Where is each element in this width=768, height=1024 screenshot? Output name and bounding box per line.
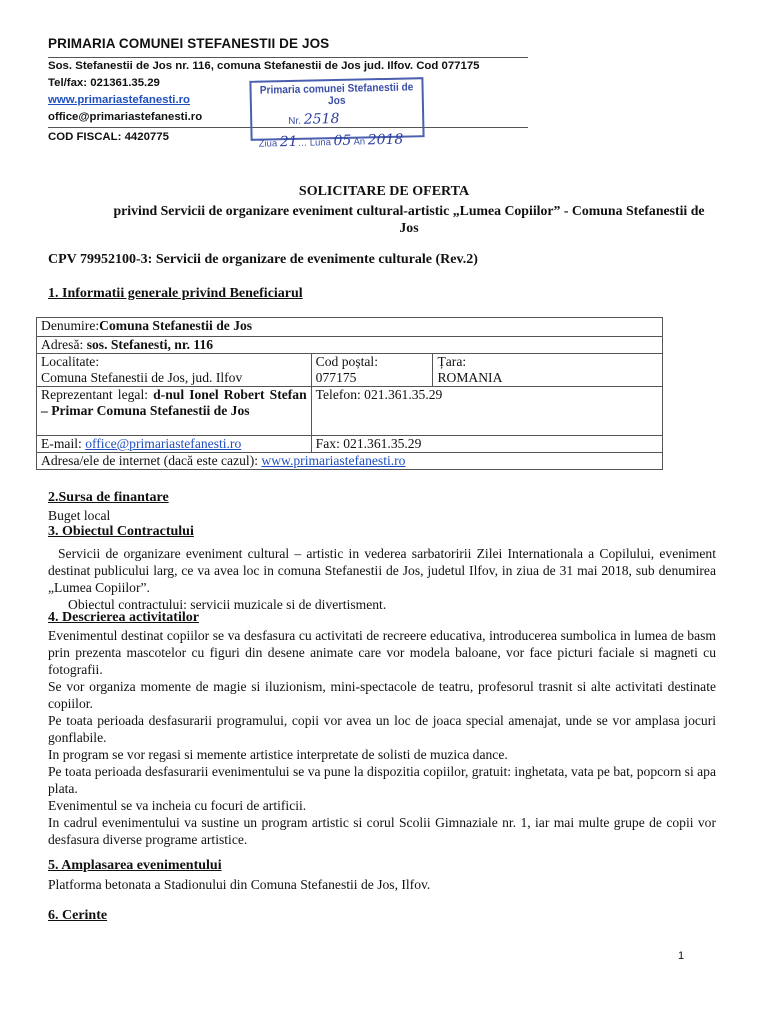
localitate-value: Comuna Stefanestii de Jos, jud. Ilfov bbox=[41, 370, 243, 385]
section4-paragraph: Se vor organiza momente de magie si iluzionism, mini-spectacole de teatru, profesorul trasnit si alte activitati destinate copiilor. bbox=[48, 679, 716, 711]
stamp-luna-label: Luna bbox=[309, 137, 332, 149]
cod-postal-label: Cod poștal: bbox=[315, 354, 378, 369]
page-number: 1 bbox=[678, 950, 685, 962]
internet-link[interactable]: www.primariastefanesti.ro bbox=[261, 453, 406, 468]
fiscal-code: COD FISCAL: 4420775 bbox=[48, 127, 528, 146]
table-row bbox=[37, 354, 663, 387]
table-row bbox=[37, 387, 663, 436]
section4-paragraph: Pe toata perioada desfasurarii programului, copii vor avea un loc de joaca special amenajat, unde se vor amplasa jocuri gonflabile. bbox=[48, 713, 716, 745]
section4-heading: 4. Descrierea activitatilor bbox=[48, 610, 199, 625]
reprezentant-label: Reprezentant legal: bbox=[41, 387, 149, 402]
stamp-date-row: Ziua 21… Luna 05 An 2018 bbox=[258, 131, 404, 151]
table-row bbox=[37, 453, 663, 470]
denumire-value: Comuna Stefanestii de Jos bbox=[99, 318, 253, 333]
table-row bbox=[37, 318, 663, 337]
stamp-number-row bbox=[252, 109, 422, 129]
institution-address: Sos. Stefanestii de Jos nr. 116, comuna Stefanestii de Jos jud. Ilfov. Cod 077175 bbox=[48, 60, 480, 72]
registration-stamp bbox=[249, 77, 424, 151]
stamp-luna-value: 05 bbox=[333, 132, 352, 150]
denumire-label: Denumire: bbox=[41, 318, 100, 333]
institution-telfax: Tel/fax: 021361.35.29 bbox=[48, 77, 160, 89]
section4-body bbox=[48, 627, 716, 848]
beneficiary-table bbox=[36, 317, 663, 470]
stamp-header: Primaria comunei Stefanestii de Jos bbox=[259, 81, 414, 108]
section3-paragraph: Servicii de organizare eveniment cultural – artistic in vederea sarbatoririi Zilei Internationala a Copilului, eveniment destinat publicului larg, ce va avea loc in comuna Stefanestii de Jos, judetul Ilfov, in ziua de 31 mai 2018, sub denumirea „Lumea Copiilor”. bbox=[48, 546, 716, 595]
section1-heading: 1. Informatii generale privind Beneficiarul bbox=[48, 286, 303, 301]
fax: Fax: 021.361.35.29 bbox=[311, 436, 662, 453]
stamp-an-value: 2018 bbox=[367, 131, 404, 149]
institution-email: office@primariastefanesti.ro bbox=[48, 111, 203, 123]
stamp-nr-value: 2518 bbox=[303, 110, 340, 128]
section3-paragraph: Obiectul contractului: servicii muzicale si de divertisment. bbox=[68, 597, 387, 612]
document-title: SOLICITARE DE OFERTA bbox=[298, 184, 470, 199]
section4-paragraph: Pe toata perioada desfasurarii evenimentului se va pune la dispozitia copiilor, gratuit: inghetata, vata pe bat, popcorn si apa plata. bbox=[48, 764, 716, 796]
stamp-nr-label: Nr. bbox=[288, 115, 302, 128]
adresa-label: Adresă: bbox=[41, 337, 84, 352]
section4-paragraph: Evenimentul destinat copiilor se va desfasura cu activitati de recreere educativa, introducerea sumbolica in lumea de basm prin prezenta mascotelor cu figuri din desene animate care vor modela baloane, vor face picturi faciale si magneti cu fotografii. bbox=[48, 628, 716, 677]
email-label: E-mail: bbox=[41, 436, 82, 451]
section5-heading: 5. Amplasarea evenimentului bbox=[48, 858, 222, 873]
localitate-label: Localitate: bbox=[41, 354, 100, 369]
stamp-an-label: An bbox=[353, 136, 366, 148]
section4-paragraph: In program se vor regasi si memente artistice interpretate de solisti de muzica dance. bbox=[48, 747, 508, 762]
adresa-value: sos. Stefanesti, nr. 116 bbox=[86, 337, 214, 352]
section4-paragraph: Evenimentul se va incheia cu focuri de artificii. bbox=[48, 798, 307, 813]
section6-heading: 6. Cerinte bbox=[48, 908, 108, 923]
institution-name: PRIMARIA COMUNEI STEFANESTII DE JOS bbox=[48, 36, 330, 51]
reprezentant-value: d-nul Ionel Robert Stefan – Primar Comuna Stefanestii de Jos bbox=[41, 387, 307, 418]
section4-paragraph: In cadrul evenimentului va sustine un program artistic si corul Scolii Gimnaziale nr. 1, iar mai multe grupe de copii vor desfasura diverse programe artistice. bbox=[48, 815, 716, 847]
internet-label: Adresa/ele de internet (dacă este cazul): bbox=[41, 453, 258, 468]
document-subtitle: privind Servicii de organizare eveniment cultural-artistic „Lumea Copiilor” - Comuna Stefanestii de Jos bbox=[113, 203, 705, 235]
section3-heading: 3. Obiectul Contractului bbox=[48, 524, 194, 539]
table-row bbox=[37, 436, 663, 453]
section2-heading: 2.Sursa de finantare bbox=[48, 490, 169, 505]
tara-label: Țara: bbox=[437, 354, 467, 369]
section5-text: Platforma betonata a Stadionului din Comuna Stefanestii de Jos, Ilfov. bbox=[48, 877, 431, 892]
tara-value: ROMANIA bbox=[437, 370, 503, 385]
section3-body bbox=[48, 545, 716, 613]
cpv-code: CPV 79952100-3: Servicii de organizare de evenimente culturale (Rev.2) bbox=[48, 252, 478, 267]
stamp-zi-value: 21 bbox=[279, 133, 298, 151]
stamp-zi-label: Ziua bbox=[258, 138, 278, 150]
table-row bbox=[37, 337, 663, 354]
telefon: Telefon: 021.361.35.29 bbox=[311, 387, 662, 436]
section2-text: Buget local bbox=[48, 508, 111, 523]
institution-website-link[interactable]: www.primariastefanesti.ro bbox=[48, 94, 191, 106]
cod-postal-value: 077175 bbox=[315, 370, 357, 385]
email-link[interactable]: office@primariastefanesti.ro bbox=[85, 436, 242, 451]
